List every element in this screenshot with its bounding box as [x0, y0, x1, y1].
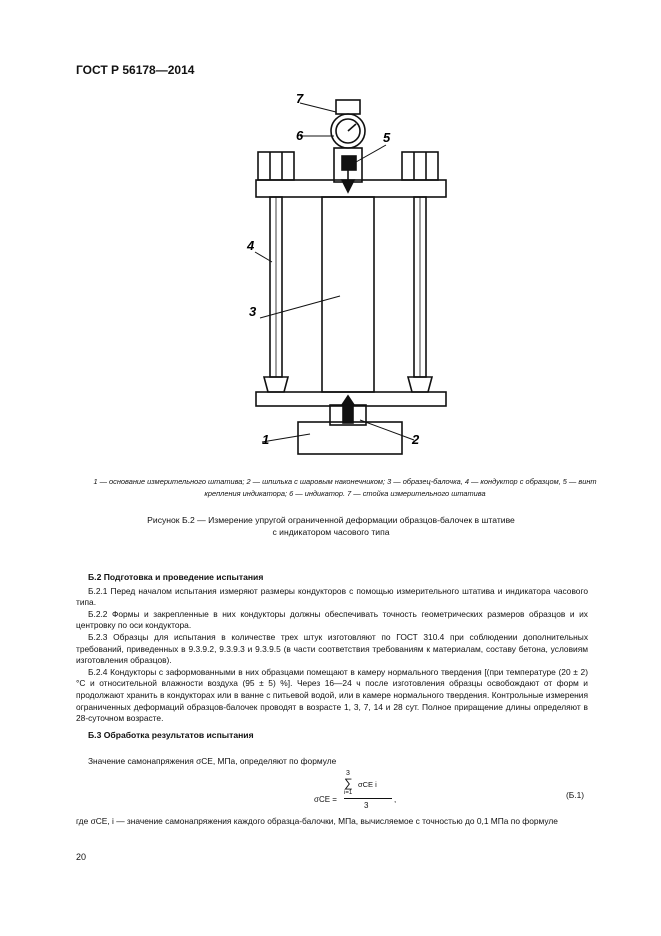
- figure-legend: 1 — основание измерительного штатива; 2 — шпилька с шаровым наконечником; 3 — образец-балочка, 4 — кондуктор с образцом, 5 — винт крепления индикатора; 6 — индикатор. 7 — стойка измерительного штатива: [93, 477, 597, 498]
- specimen-beam: [322, 197, 374, 392]
- formula-comma: ,: [394, 795, 397, 804]
- intro-after: , МПа, определяют по формуле: [212, 756, 337, 766]
- formula-b1: [314, 770, 434, 816]
- sum-top: 3: [346, 770, 350, 777]
- heading-b2: Б.2 Подготовка и проведение испытания: [88, 572, 264, 582]
- formula-number: (Б.1): [566, 790, 585, 800]
- intro-before: Значение самонапряжения: [88, 756, 194, 766]
- denominator: 3: [364, 801, 369, 810]
- figure-title-line2: с индикатором часового типа: [272, 527, 390, 537]
- sum-sign: ∑: [344, 776, 353, 790]
- formula-lhs: σCE =: [314, 795, 337, 804]
- label-4: 4: [247, 238, 255, 253]
- where-clause: [76, 816, 588, 828]
- figure-title-line1: Рисунок Б.2 — Измерение упругой ограниченной деформации образцов-балочек в штативе: [147, 515, 515, 525]
- where-prefix: где: [76, 816, 89, 826]
- label-3: 3: [249, 304, 257, 319]
- page-number: 20: [76, 852, 87, 862]
- test-rig-drawing: [0, 0, 661, 460]
- label-5: 5: [383, 130, 391, 145]
- where-text: — значение самонапряжения каждого образца-балочки, МПа, вычисляемое с точностью до 0,1 МПа по формуле: [116, 816, 558, 826]
- nut-top-left: [258, 152, 294, 180]
- paragraph-b2-4: Б.2.4 Кондукторы с заформованными в них образцами помещают в камеру нормального твердения [(при температуре (20 ± 2) °С и относительной влажности воздуха (95 ± 5) %]. Через 16—24 ч после изготовления образцы освобождают от форм и продолжают хранить в кондукторах или в ванне с питьевой водой, или в камере нормального твердения. Контрольные измерения ограниченных деформаций образцов-балочек проводят в возрасте 1, 3, 7, 14 и 28 сут. Полное приращение длины определяют в 28-суточном возрасте.: [76, 666, 588, 724]
- figure-title: [76, 514, 586, 538]
- paragraph-b2-1: Б.2.1 Перед началом испытания измеряют размеры кондукторов с помощью измерительного штатива и индикатора часового типа.: [76, 585, 588, 608]
- fixing-screw: [342, 156, 356, 170]
- label-6: 6: [296, 128, 304, 143]
- page-header: ГОСТ Р 56178—2014: [76, 63, 195, 77]
- paragraph-b2-2: Б.2.2 Формы и закрепленные в них кондукторы должны обеспечивать точность геометрических размеров образцов и их центровку по оси кондуктора.: [76, 608, 588, 631]
- nut-top-right: [402, 152, 438, 180]
- stand-base: [298, 422, 402, 454]
- formula-intro: [88, 756, 336, 766]
- heading-b3: Б.3 Обработка результатов испытания: [88, 729, 254, 740]
- label-7: 7: [296, 91, 304, 106]
- sum-bottom: i=1: [344, 790, 353, 796]
- intro-symbol: σCE: [196, 756, 213, 766]
- where-symbol: σCE, i: [90, 816, 114, 826]
- sum-term: σCE i: [358, 780, 377, 789]
- section-b2: [76, 572, 588, 743]
- label-2: 2: [412, 432, 420, 447]
- label-1: 1: [262, 432, 270, 447]
- indicator-top-block: [336, 100, 360, 114]
- paragraph-b2-3: Б.2.3 Образцы для испытания в количестве трех штук изготовляют по ГОСТ 310.4 при соблюдении дополнительных требований, приведенных в 9.3.9.2, 9.3.9.3 и 9.3.9.5 (в части соответствия требованиям к материалам, составу бетона, условиям изготовления образцов).: [76, 631, 588, 666]
